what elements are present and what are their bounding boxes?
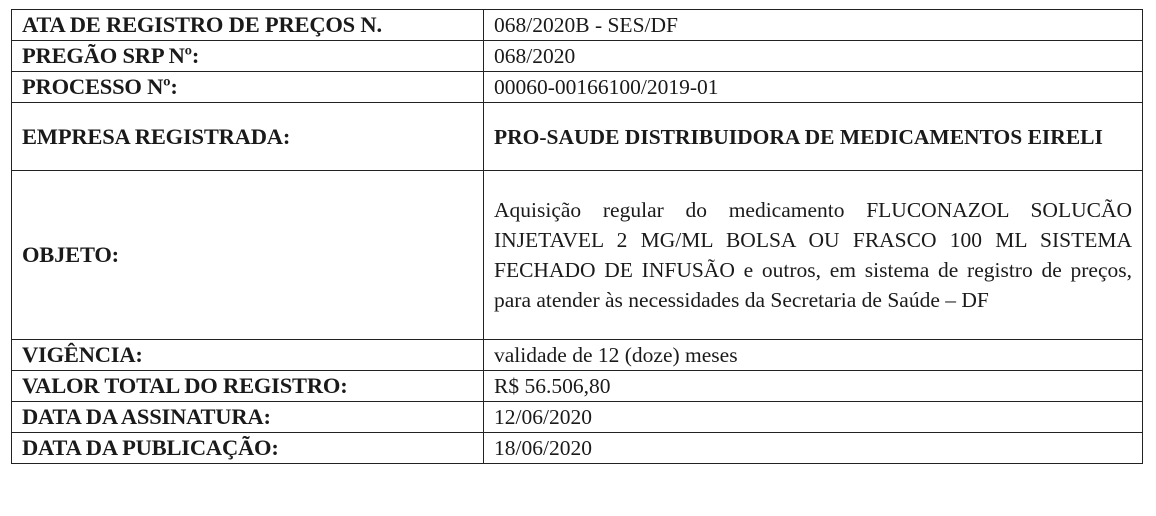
objeto-label: OBJETO: xyxy=(12,171,484,340)
table-row-empresa xyxy=(12,103,1143,171)
valor-value: R$ 56.506,80 xyxy=(484,371,1143,402)
pregao-label: PREGÃO SRP Nº: xyxy=(12,41,484,72)
valor-label: VALOR TOTAL DO REGISTRO: xyxy=(12,371,484,402)
empresa-value: PRO-SAUDE DISTRIBUIDORA DE MEDICAMENTOS EIRELI xyxy=(484,103,1143,171)
assinatura-value: 12/06/2020 xyxy=(484,402,1143,433)
table-row-ata xyxy=(12,10,1143,41)
publicacao-label: DATA DA PUBLICAÇÃO: xyxy=(12,433,484,464)
pregao-value: 068/2020 xyxy=(484,41,1143,72)
processo-label: PROCESSO Nº: xyxy=(12,72,484,103)
vigencia-value: validade de 12 (doze) meses xyxy=(484,340,1143,371)
assinatura-label: DATA DA ASSINATURA: xyxy=(12,402,484,433)
table-row-vigencia xyxy=(12,340,1143,371)
table-row-objeto xyxy=(12,171,1143,340)
publicacao-value: 18/06/2020 xyxy=(484,433,1143,464)
objeto-value: Aquisição regular do medicamento FLUCONAZOL SOLUCÃO INJETAVEL 2 MG/ML BOLSA OU FRASCO 100 ML SISTEMA FECHADO DE INFUSÃO e outros, em sistema de registro de preços, para atender às necessidades da Secretaria de Saúde – DF xyxy=(484,171,1143,340)
vigencia-label: VIGÊNCIA: xyxy=(12,340,484,371)
registro-precos-table xyxy=(11,9,1143,464)
empresa-label: EMPRESA REGISTRADA: xyxy=(12,103,484,171)
table-row-assinatura xyxy=(12,402,1143,433)
table-row-processo xyxy=(12,72,1143,103)
processo-value: 00060-00166100/2019-01 xyxy=(484,72,1143,103)
ata-value: 068/2020B - SES/DF xyxy=(484,10,1143,41)
table-row-pregao xyxy=(12,41,1143,72)
ata-label: ATA DE REGISTRO DE PREÇOS N. xyxy=(12,10,484,41)
table-row-valor xyxy=(12,371,1143,402)
table-row-publicacao xyxy=(12,433,1143,464)
